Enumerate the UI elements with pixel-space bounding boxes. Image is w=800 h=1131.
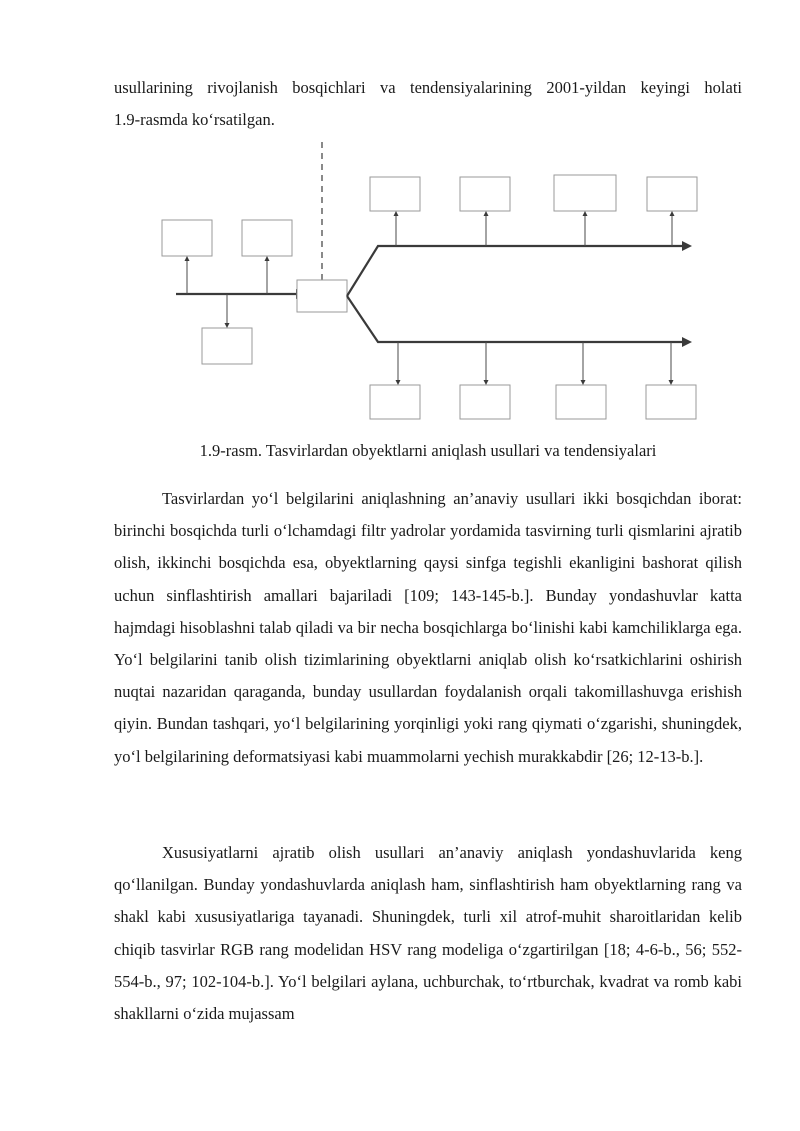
lower-box-3 <box>556 385 606 419</box>
lower-connector-3-arrowhead <box>581 380 586 385</box>
left-connector-1-arrowhead <box>185 256 190 261</box>
intro-line-2: 1.9-rasmda ko‘rsatilgan. <box>114 110 275 129</box>
lower-branch <box>347 296 682 342</box>
upper-branch-arrowhead <box>682 241 692 251</box>
lower-box-4 <box>646 385 696 419</box>
upper-box-2 <box>460 177 510 211</box>
lower-connector-2-arrowhead <box>484 380 489 385</box>
central-box <box>297 280 347 312</box>
paragraph-2: Xususiyatlarni ajratib olish usullari an’anaviy aniqlash yondashuvlarida keng qo‘llanilgan. Bunday yondashuvlarda aniqlash ham, sinflashtirish ham obyektlarning rang va shakl kabi xususiyatlariga tayanadi. Shuningdek, turli xil atrof-muhit sharoitlaridan kelib chiqib tasvirlar RGB rang modelidan HSV rang modeliga o‘zgartirilgan [18; 4-6-b., 56; 552-554-b., 97; 102-104-b.]. Yo‘l belgilari aylana, uchburchak, to‘rtburchak, kvadrat va romb kabi shakllarni o‘zida mujassam <box>114 843 742 1024</box>
lower-box-2 <box>460 385 510 419</box>
lower-box-1 <box>370 385 420 419</box>
lower-connector-4-arrowhead <box>669 380 674 385</box>
upper-connector-3-arrowhead <box>583 211 588 216</box>
upper-branch <box>347 246 682 296</box>
figure-timeline-diagram <box>150 140 710 425</box>
lower-connector-1-arrowhead <box>396 380 401 385</box>
upper-box-4 <box>647 177 697 211</box>
intro-text <box>114 72 742 136</box>
left-connector-2-arrowhead <box>265 256 270 261</box>
figure-caption: 1.9-rasm. Tasvirlardan obyektlarni aniqlash usullari va tendensiyalari <box>199 441 657 460</box>
upper-box-1 <box>370 177 420 211</box>
upper-connector-4-arrowhead <box>670 211 675 216</box>
left-top-box-2 <box>242 220 292 256</box>
upper-box-3 <box>554 175 616 211</box>
left-connector-3-arrowhead <box>225 323 230 328</box>
upper-connector-2-arrowhead <box>484 211 489 216</box>
left-top-box-1 <box>162 220 212 256</box>
left-bottom-box <box>202 328 252 364</box>
upper-connector-1-arrowhead <box>394 211 399 216</box>
intro-line-1: usullarining rivojlanish bosqichlari va tendensiyalarining 2001-yildan keyingi holati <box>114 78 742 97</box>
paragraph-1: Tasvirlardan yo‘l belgilarini aniqlashning an’anaviy usullari ikki bosqichdan iborat: birinchi bosqichda turli o‘lchamdagi filtr yadrolar yordamida tasvirning turli qismlarini ajratib olish, ikkinchi bosqichda esa, obyektlarning qaysi sinfga tegishli ekanligini bashorat qilish uchun sinflashtirish amallari bajariladi [109; 143-145-b.]. Bunday yondashuvlar katta hajmdagi hisoblashni talab qiladi va bir necha bosqichlarga bo‘linishi kabi kamchiliklarga ega. Yo‘l belgilarini tanib olish tizimlarining obyektlarni aniqlab olish ko‘rsatkichlarini oshirish nuqtai nazaridan qaraganda, bunday usullardan foydalanish orqali takomillashuvga erishish qiyin. Bundan tashqari, yo‘l belgilarining yorqinligi yoki rang qiymati o‘zgarishi, shuningdek, yo‘l belgilarining deformatsiyasi kabi muammolarni yechish murakkabdir [26; 12-13-b.]. <box>114 489 742 766</box>
lower-branch-arrowhead <box>682 337 692 347</box>
